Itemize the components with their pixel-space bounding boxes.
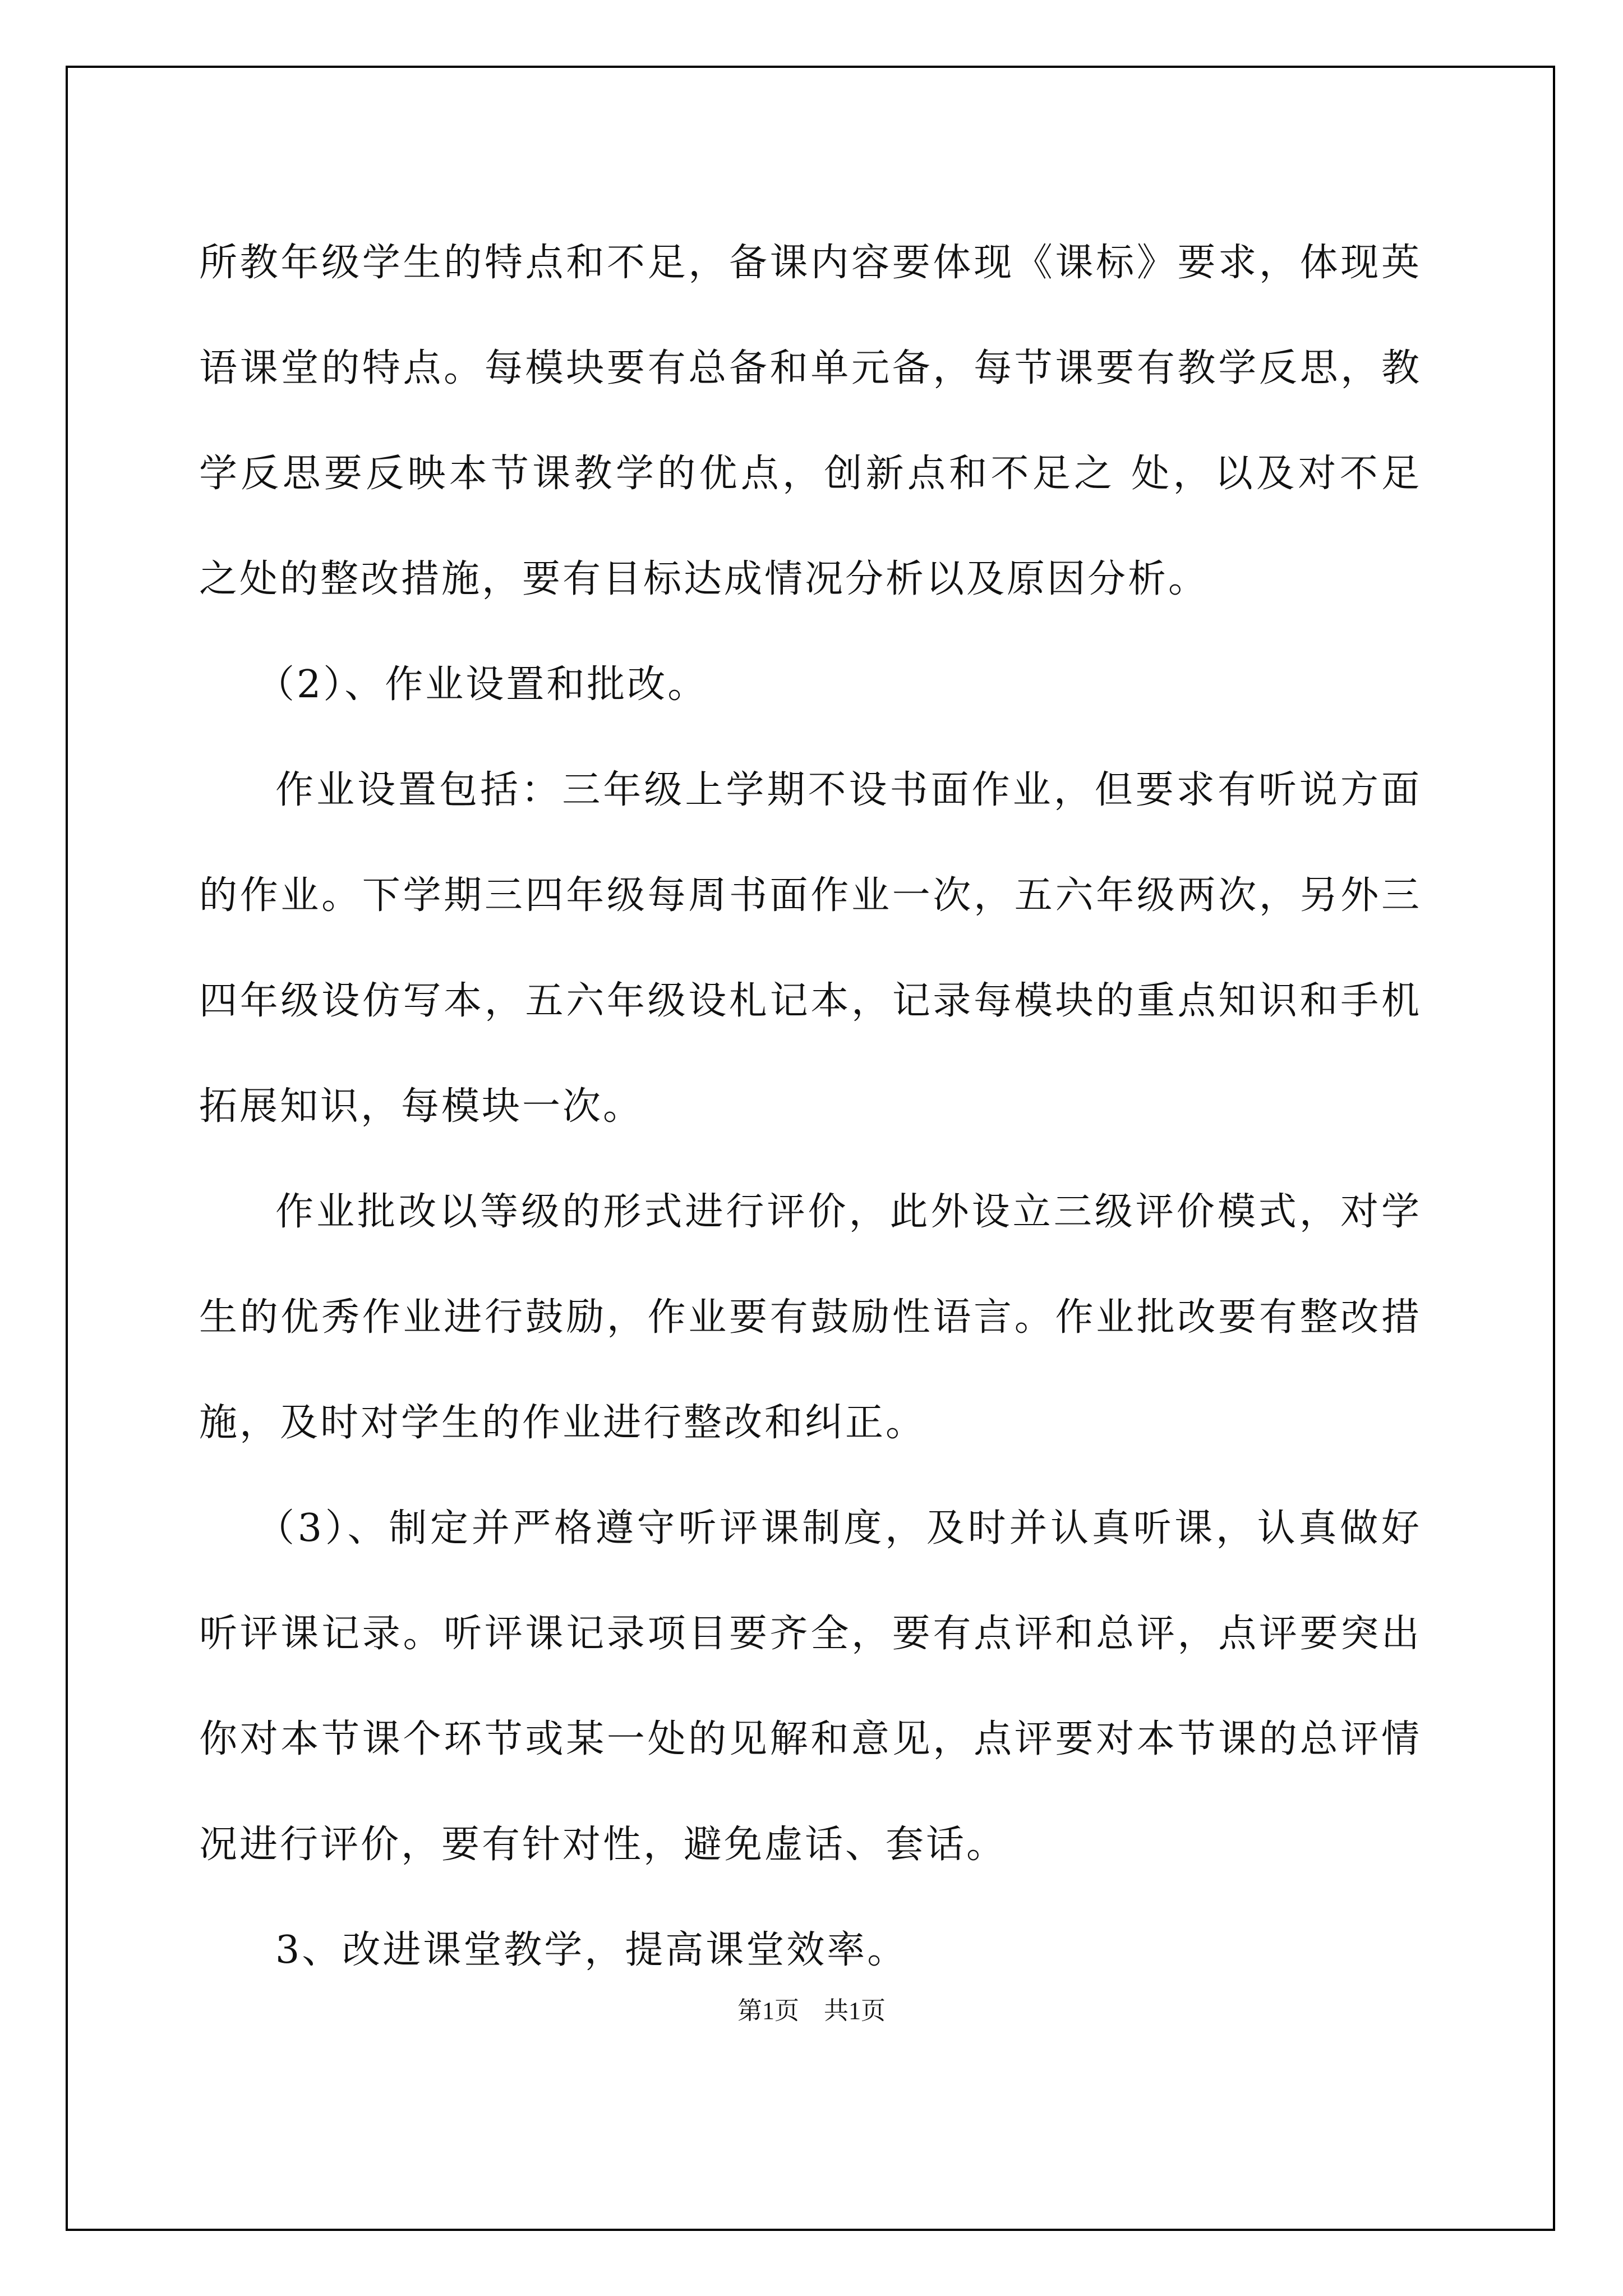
document-body [199, 210, 1422, 2003]
paragraph-continuation: 所教年级学生的特点和不足，备课内容要体现《课标》要求，体现英语课堂的特点。每模块要有总备和单元备，每节课要有教学反思，教学反思要反映本节课教学的优点，创新点和不足之 处，以及对不足之处的整改措施，要有目标达成情况分析以及原因分析。 [199, 241, 1422, 601]
paragraph-heading-homework: （2）、作业设置和批改。 [256, 662, 708, 707]
page-footer: 第1页 共1页 [737, 1997, 886, 2024]
paragraph-homework-setting: 作业设置包括：三年级上学期不设书面作业，但要求有听说方面的作业。下学期三四年级每周书面作业一次，五六年级两次，另外三四年级设仿写本，五六年级设札记本，记录每模块的重点知识和手机拓展知识，每模块一次。 [199, 768, 1422, 1129]
paragraph-heading-classroom: 3、改进课堂教学，提高课堂效率。 [275, 1928, 908, 1972]
paragraph-homework-grading: 作业批改以等级的形式进行评价，此外设立三级评价模式，对学生的优秀作业进行鼓励，作业要有鼓励性语言。作业批改要有整改措施，及时对学生的作业进行整改和纠正。 [199, 1190, 1422, 1445]
paragraph-lesson-observation: （3）、制定并严格遵守听评课制度，及时并认真听课，认真做好听评课记录。听评课记录项目要齐全，要有点评和总评，点评要突出你对本节课个环节或某一处的见解和意见，点评要对本节课的总评情况进行评价，要有针对性，避免虚话、套话。 [199, 1506, 1422, 1867]
